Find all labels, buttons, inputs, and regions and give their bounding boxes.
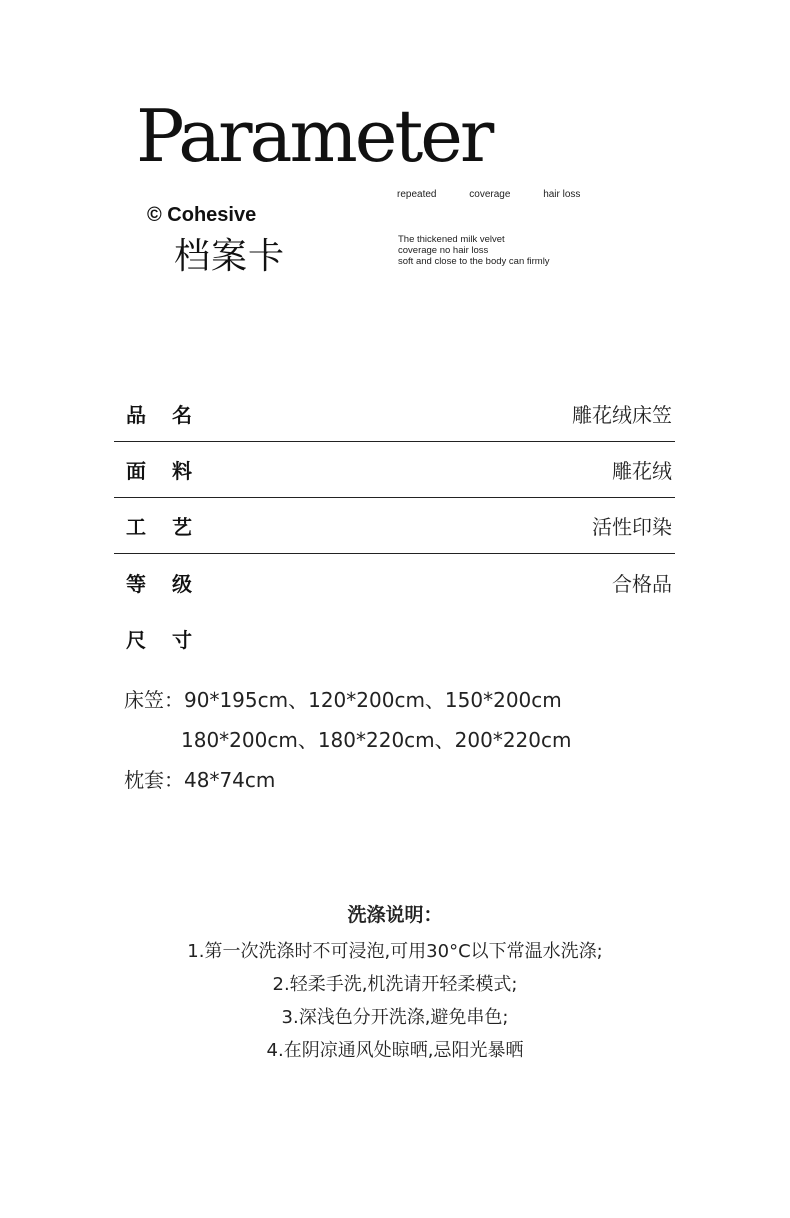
subtitle: 档案卡 [174, 236, 286, 277]
parameter-table [114, 386, 675, 666]
size-line-pillowcase: 枕套：48*74cm [124, 768, 276, 792]
size-list [124, 684, 571, 804]
param-value: 活性印染 [592, 515, 672, 539]
wash-item: 4.在阴凉通风处晾晒,忌阳光暴晒 [266, 1040, 524, 1061]
tag: hair loss [543, 189, 581, 200]
size-line-fitted-sheet: 床笠：90*195cm、120*200cm、150*200cm [124, 688, 562, 712]
param-label: 尺寸 [126, 627, 218, 652]
param-value: 雕花绒床笠 [572, 403, 672, 427]
wash-item: 1.第一次洗涤时不可浸泡,可用30°C以下常温水洗涤; [187, 941, 603, 962]
description-line: coverage no hair loss [398, 245, 489, 256]
tag-list [397, 189, 610, 200]
washing-instructions [95, 900, 695, 1067]
wash-item: 3.深浅色分开洗涤,避免串色; [281, 1007, 509, 1028]
wash-title: 洗涤说明： [347, 904, 443, 926]
param-value: 合格品 [612, 571, 672, 596]
description-line: soft and close to the body can firmly [398, 256, 550, 267]
size-line-fitted-sheet-more: 180*200cm、180*220cm、200*220cm [181, 728, 572, 752]
param-label: 面料 [126, 459, 218, 483]
param-row-craft [114, 498, 675, 554]
wash-item: 2.轻柔手洗,机洗请开轻柔模式; [272, 974, 518, 995]
param-label: 品名 [126, 403, 218, 427]
description [398, 234, 550, 267]
tag: coverage [469, 189, 511, 200]
page-title: Parameter [136, 94, 492, 178]
param-value: 雕花绒 [612, 459, 672, 483]
param-row-fabric [114, 442, 675, 498]
param-row-grade [114, 554, 675, 610]
param-label: 等级 [126, 571, 218, 596]
param-row-name [114, 386, 675, 442]
description-line: The thickened milk velvet [398, 234, 505, 245]
tag: repeated [397, 189, 437, 200]
param-row-size [114, 610, 675, 666]
param-label: 工艺 [126, 515, 218, 539]
brand-name: © Cohesive [147, 204, 257, 226]
